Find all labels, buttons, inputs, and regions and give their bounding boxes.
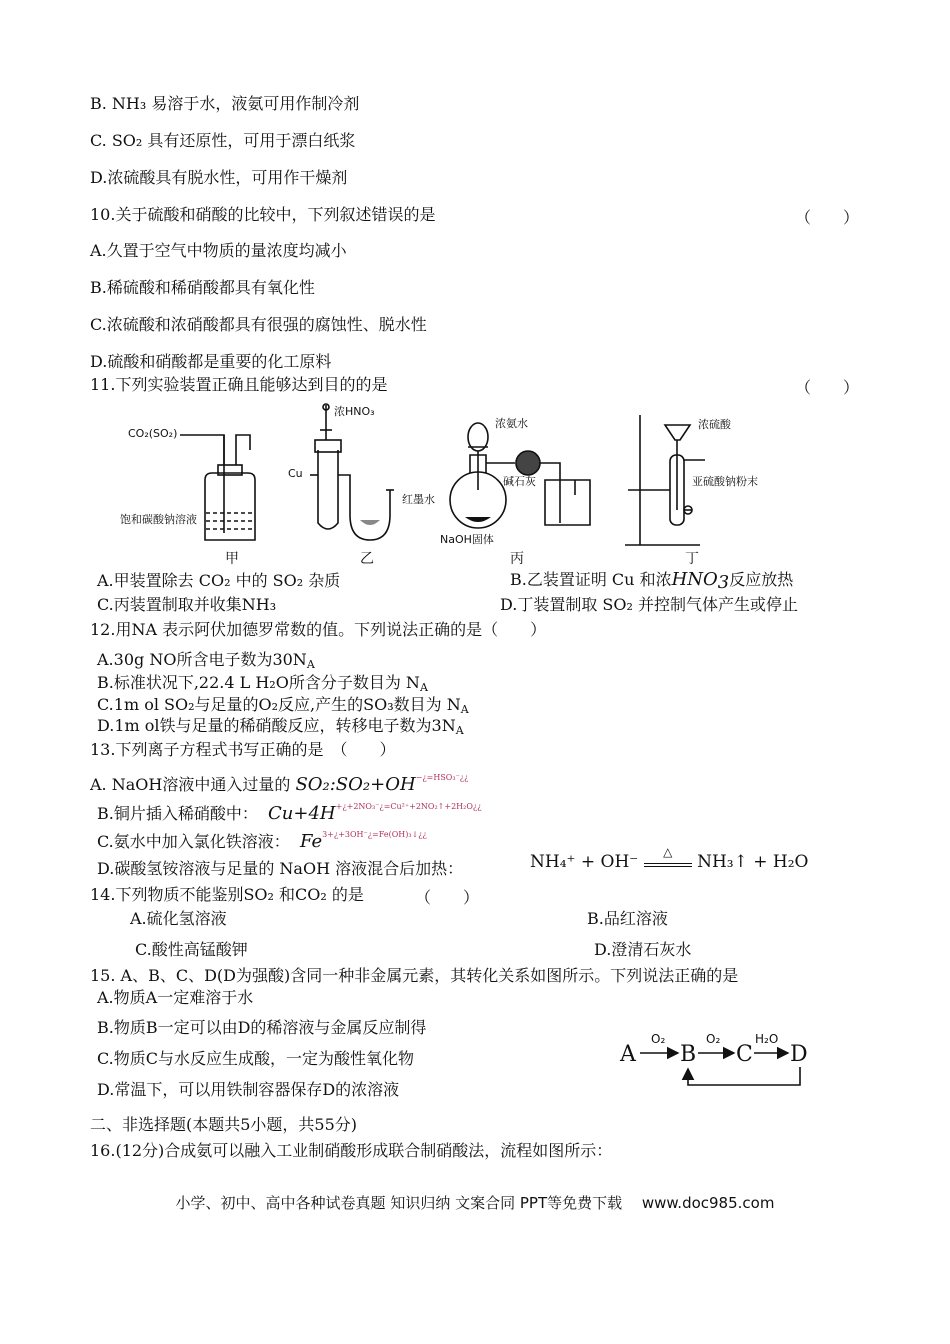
q14-option-a: A.硫化氢溶液	[130, 909, 227, 928]
scheme-arrow-db	[688, 1067, 800, 1085]
q14-option-c: C.酸性高锰酸钾	[135, 940, 248, 959]
q12-stem: 12.用NA 表示阿伏加德罗常数的值。下列说法正确的是（ ）	[90, 620, 547, 639]
q11-option-a: A.甲装置除去 CO₂ 中的 SO₂ 杂质	[97, 571, 341, 590]
page-footer: 小学、初中、高中各种试卷真题 知识归纳 文案合同 PPT等免费下载 www.doc985.com	[175, 1194, 775, 1212]
yi-acid-label: 浓HNO₃	[334, 405, 375, 418]
ding-acid-label: 浓硫酸	[698, 418, 731, 431]
q11-option-b: B.乙装置证明 Cu 和浓$HNO_3$反应放热	[510, 569, 794, 593]
scheme-node-b: B	[680, 1042, 697, 1067]
q9-option-c: C. SO₂ 具有还原性，可用于漂白纸浆	[90, 131, 356, 150]
q15-stem: 15. A、B、C、D(D为强酸)含同一种非金属元素，其转化关系如图所示。下列说法正确的是	[90, 966, 739, 985]
ding-name: 丁	[685, 551, 699, 567]
jia-name: 甲	[225, 551, 239, 567]
q15-option-c: C.物质C与水反应生成酸，一定为酸性氧化物	[97, 1049, 415, 1068]
yi-metal-label: Cu	[288, 467, 303, 480]
bing-top-label: 浓氨水	[495, 417, 528, 430]
q10-answer-paren: （ ）	[795, 208, 860, 227]
q9-option-d: D.浓硫酸具有脱水性，可用作干燥剂	[90, 168, 348, 187]
q12-option-d: D.1m ol铁与足量的稀硝酸反应，转移电子数为$3N_A$	[97, 716, 464, 737]
q13-d-equation: NH₄⁺ + OH⁻ △ NH₃↑ + H₂O	[530, 845, 809, 872]
q15-option-d: D.常温下，可以用铁制容器保存D的浓溶液	[97, 1080, 400, 1099]
scheme-node-d: D	[790, 1042, 808, 1067]
q12-option-c: C.1m ol SO₂与足量的O₂反应,产生的SO₃数目为 $N_A$	[97, 695, 469, 716]
q12-option-b: B.标准状况下,22.4 L H₂O所含分子数目为 $N_A$	[97, 673, 428, 694]
q15-conversion-scheme	[618, 1025, 818, 1095]
q14-stem: 14.下列物质不能鉴别SO₂ 和CO₂ 的是	[90, 885, 364, 904]
q10-option-d: D.硫酸和硝酸都是重要的化工原料	[90, 352, 332, 371]
q14-option-d: D.澄清石灰水	[594, 940, 692, 959]
yi-apparatus	[310, 404, 394, 540]
yi-name: 乙	[360, 551, 374, 567]
ding-powder-label: 亚硫酸钠粉末	[692, 475, 758, 488]
scheme-cd-reagent: H₂O	[755, 1032, 779, 1046]
q14-answer-paren: （ ）	[415, 888, 480, 907]
q10-option-c: C.浓硫酸和浓硝酸都具有很强的腐蚀性、脱水性	[90, 315, 427, 334]
q11-apparatus-figure	[120, 395, 820, 570]
q14-option-b: B.品红溶液	[587, 909, 668, 928]
bing-name: 丙	[510, 551, 524, 567]
q10-option-a: A.久置于空气中物质的量浓度均减小	[90, 241, 347, 260]
q13-option-a: A. NaOH溶液中通入过量的 $SO_2:SO_2+OH^{-¿=HSO_3^-¿¿}$	[90, 773, 469, 795]
q12-option-a: A.30g NO所含电子数为$30N_A$	[97, 650, 315, 671]
jia-gas-label: CO₂(SO₂)	[128, 427, 178, 440]
q13-option-b: B.铜片插入稀硝酸中： $Cu+4H^{+¿+2NO_3^-¿=Cu^{2+}+2NO_2↑+2H_2O¿¿}$	[97, 802, 482, 824]
scheme-node-a: A	[620, 1042, 636, 1067]
q11-option-d: D.丁装置制取 SO₂ 并控制气体产生或停止	[500, 595, 799, 614]
bing-solid-label: NaOH固体	[440, 533, 494, 546]
q15-option-b: B.物质B一定可以由D的稀溶液与金属反应制得	[97, 1018, 427, 1037]
q10-option-b: B.稀硫酸和稀硝酸都具有氧化性	[90, 278, 315, 297]
q13-option-d: D.碳酸氢铵溶液与足量的 NaOH 溶液混合后加热：	[97, 859, 464, 878]
yi-ink-label: 红墨水	[402, 493, 435, 506]
scheme-ab-reagent: O₂	[651, 1032, 666, 1046]
scheme-bc-reagent: O₂	[706, 1032, 721, 1046]
q16-stem: 16.(12分)合成氨可以融入工业制硝酸形成联合制硝酸法，流程如图所示：	[90, 1141, 613, 1160]
q13-stem: 13.下列离子方程式书写正确的是 （ ）	[90, 740, 396, 759]
bing-lime-label: 碱石灰	[503, 475, 536, 488]
q10-stem: 10.关于硫酸和硝酸的比较中，下列叙述错误的是	[90, 205, 436, 224]
q15-option-a: A.物质A一定难溶于水	[97, 988, 254, 1007]
section-two-heading: 二、非选择题(本题共5小题，共55分)	[90, 1115, 358, 1134]
q11-stem: 11.下列实验装置正确且能够达到目的的是	[90, 375, 388, 394]
jia-liquid-label: 饱和碳酸钠溶液	[120, 513, 197, 526]
q11-answer-paren: （ ）	[795, 378, 860, 397]
q13-option-c: C.氨水中加入氯化铁溶液： $Fe^{3+¿+3OH^-¿=Fe(OH)_3↓¿¿}$	[97, 830, 427, 852]
scheme-node-c: C	[736, 1042, 753, 1067]
q9-option-b: B. NH₃ 易溶于水，液氨可用作制冷剂	[90, 94, 360, 113]
q11-option-c: C.丙装置制取并收集NH₃	[97, 595, 277, 614]
